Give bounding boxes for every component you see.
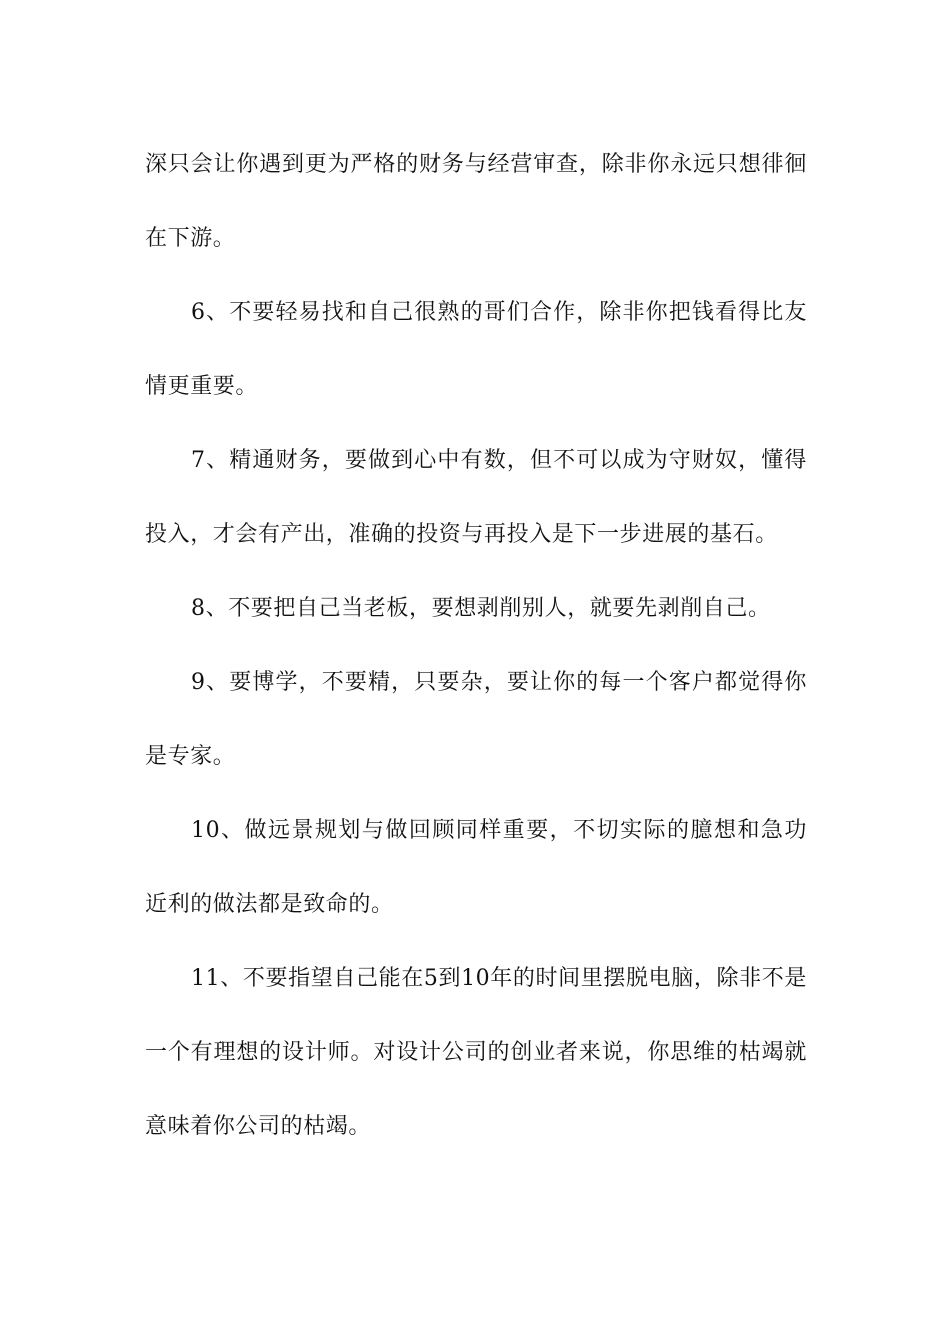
paragraph-item-7: 7、精通财务，要做到心中有数，但不可以成为守财奴，懂得投入，才会有产出，准确的投资与再投入是下一步进展的基石。 [145, 448, 807, 547]
paragraph-item-11: 11、不要指望自己能在5到10年的时间里摆脱电脑，除非不是一个有理想的设计师。对设计公司的创业者来说，你思维的枯竭就意味着你公司的枯竭。 [145, 966, 807, 1139]
paragraph-item-10: 10、做远景规划与做回顾同样重要，不切实际的臆想和急功近利的做法都是致命的。 [145, 818, 807, 917]
paragraph-item-8: 8、不要把自己当老板，要想剥削别人，就要先剥削自己。 [191, 596, 771, 621]
paragraph-item-6: 6、不要轻易找和自己很熟的哥们合作，除非你把钱看得比友情更重要。 [145, 300, 807, 399]
paragraph-item-9: 9、要博学，不要精，只要杂，要让你的每一个客户都觉得你是专家。 [145, 670, 807, 769]
paragraph-continuation: 深只会让你遇到更为严格的财务与经营审查，除非你永远只想徘徊在下游。 [145, 152, 807, 251]
document-body [145, 128, 807, 1164]
